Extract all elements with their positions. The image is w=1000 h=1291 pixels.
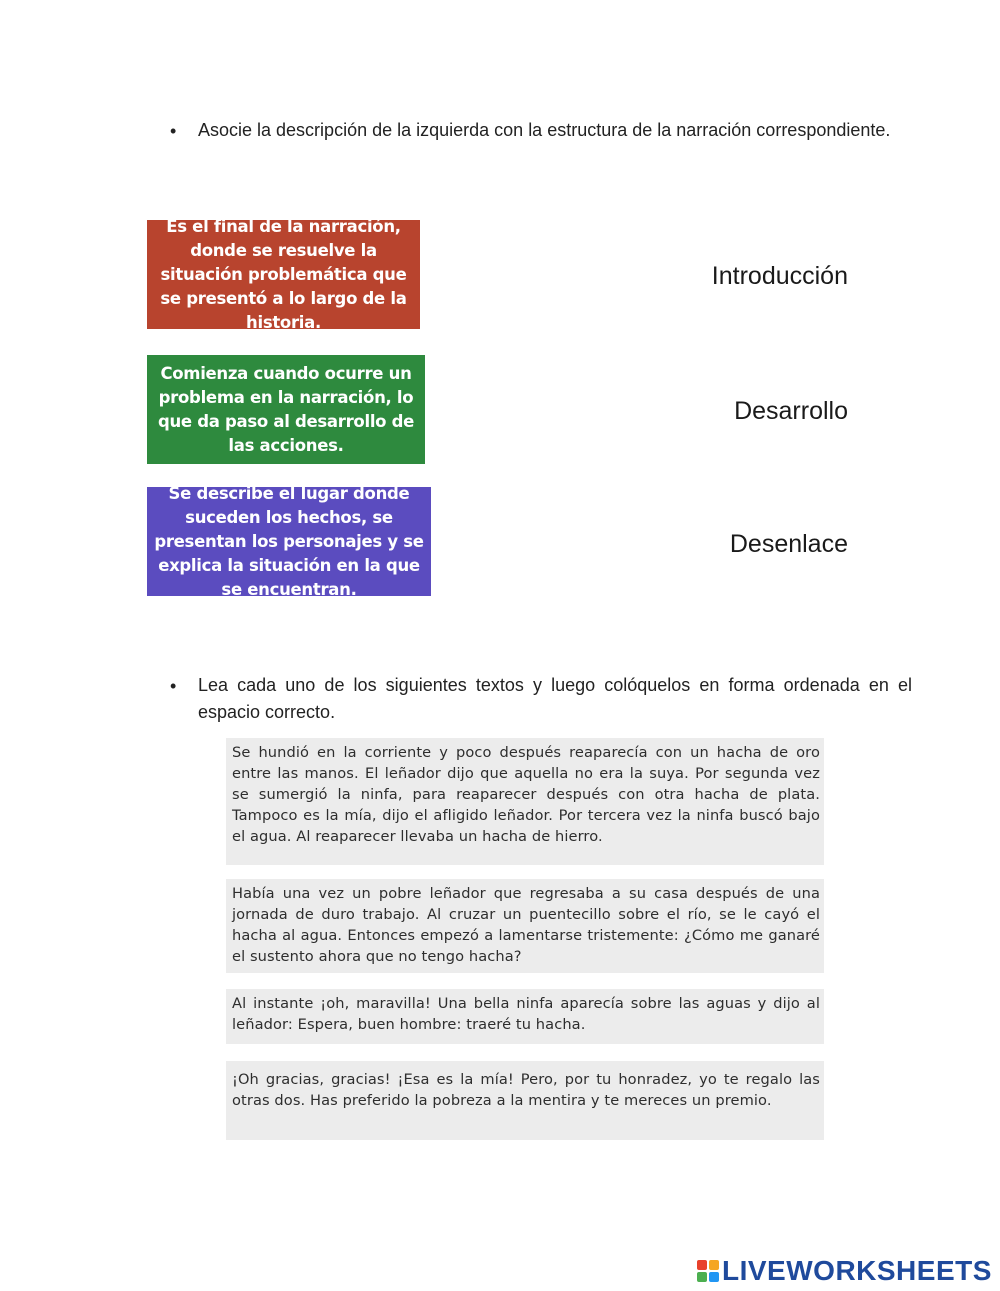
label-desarrollo: Desarrollo	[734, 397, 848, 425]
card-introduccion-description[interactable]: Se describe el lugar donde suceden los hechos, se presentan los personajes y se explica la situación en la que se encuentran.	[147, 487, 431, 596]
logo-mark-icon	[697, 1260, 719, 1282]
story-fragment-1[interactable]: Se hundió en la corriente y poco después reaparecía con un hacha de oro entre las manos. El leñador dijo que aquella no era la suya. Por segunda vez se sumergió la ninfa, para reaparecer después con otra hacha de plata. Tampoco es la mía, dijo el afligido leñador. Por tercera vez la ninfa buscó bajo el agua. Al reaparecer llevaba un hacha de hierro.	[226, 738, 824, 865]
label-introduccion: Introducción	[711, 262, 848, 290]
card-desenlace-description[interactable]: Es el final de la narración, donde se resuelve la situación problemática que se presentó a lo largo de la historia.	[147, 220, 420, 329]
label-desenlace: Desenlace	[729, 530, 848, 558]
story-fragment-4[interactable]: ¡Oh gracias, gracias! ¡Esa es la mía! Pero, por tu honradez, yo te regalo las otras dos. Has preferido la pobreza a la mentira y te mereces un premio.	[226, 1061, 824, 1140]
story-fragment-2[interactable]: Había una vez un pobre leñador que regresaba a su casa después de una jornada de duro trabajo. Al cruzar un puentecillo sobre el río, se le cayó el hacha al agua. Entonces empezó a lamentarse tristemente: ¿Cómo me ganaré el sustento ahora que no tengo hacha?	[226, 879, 824, 973]
bullet-icon: •	[170, 676, 177, 696]
brand-name: LIVEWORKSHEETS	[722, 1255, 992, 1286]
instruction-match: Asocie la descripción de la izquierda con la estructura de la narración correspondiente.	[198, 120, 891, 140]
card-nudo-description[interactable]: Comienza cuando ocurre un problema en la narración, lo que da paso al desarrollo de las acciones.	[147, 355, 425, 464]
story-fragment-3[interactable]: Al instante ¡oh, maravilla! Una bella ninfa aparecía sobre las aguas y dijo al leñador: Espera, buen hombre: traeré tu hacha.	[226, 989, 824, 1044]
bullet-icon: •	[170, 121, 177, 141]
liveworksheets-logo	[697, 1256, 992, 1286]
instruction-order: Lea cada uno de los siguientes textos y luego colóquelos en forma ordenada en el espacio correcto.	[198, 675, 912, 722]
